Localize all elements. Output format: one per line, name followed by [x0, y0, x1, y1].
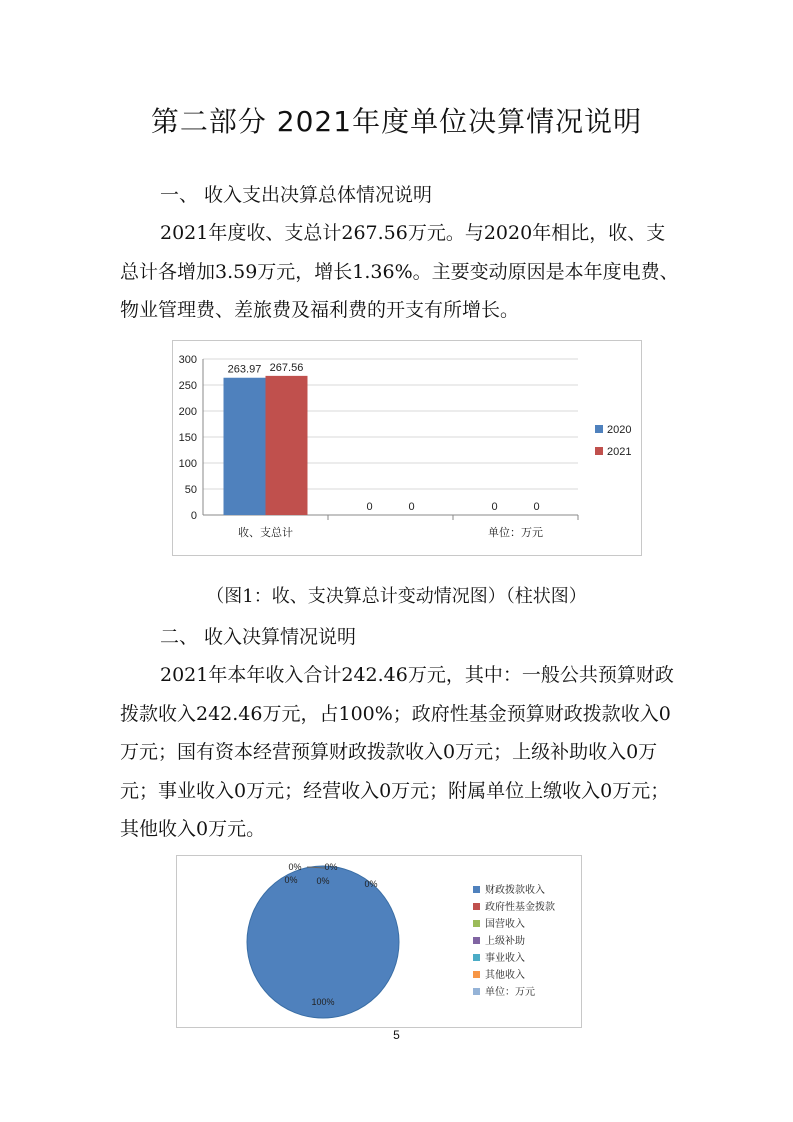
bar-y-tick-label: 200 [178, 406, 197, 418]
pie-slice-label: 0% [288, 862, 302, 872]
bar-legend-swatch-2021 [595, 447, 603, 455]
bar-category-label: 收、支总计 [238, 527, 293, 539]
bar-data-label: 0 [533, 501, 540, 513]
bar-data-label: 263.97 [227, 363, 262, 376]
bar-2021-0 [266, 376, 308, 515]
page-number: 5 [393, 1028, 400, 1042]
pie-slice-label: 0% [364, 879, 378, 889]
pie-slice-label: 0% [316, 876, 330, 886]
section-2-text: 2021年本年收入合计242.46万元，其中：一般公共预算财政拨款收入242.46万元，占100%；政府性基金预算财政拨款收入0万元；国有资本经营预算财政拨款收入0万元；上级补助收入0万元；事业收入0万元；经营收入0万元；附属单位上缴收入0万元；其他收入0万元。 [120, 664, 674, 840]
pie-legend-swatch-5 [473, 971, 480, 978]
bar-y-tick-label: 250 [178, 380, 197, 392]
bar-2020-0 [224, 378, 266, 515]
pie-slice-label: 100% [311, 997, 335, 1007]
pie-legend-label-4: 事业收入 [485, 953, 525, 964]
bar-chart-marks [224, 376, 308, 515]
pie-legend-label-0: 财政拨款收入 [485, 885, 545, 896]
section-1-paragraph [120, 214, 680, 330]
pie-legend-label-5: 其他收入 [485, 970, 525, 981]
bar-y-tick-label: 50 [184, 484, 197, 496]
page-title: 第二部分 2021年度单位决算情况说明 [150, 105, 643, 138]
bar-legend-label-2020: 2020 [607, 424, 632, 436]
bar-category-label: 单位：万元 [488, 527, 543, 539]
bar-chart-svg [173, 341, 641, 555]
section-2-heading: 二、 收入决算情况说明 [160, 626, 357, 648]
pie-legend-swatch-1 [473, 903, 480, 910]
pie-chart [176, 855, 582, 1028]
pie-slice-label: 0% [324, 862, 338, 872]
pie-chart-legend [473, 883, 555, 998]
bar-chart [172, 340, 642, 556]
bar-data-label: 0 [491, 501, 498, 513]
pie-chart-svg [177, 856, 581, 1027]
pie-legend-swatch-6 [473, 988, 480, 995]
chart-1-caption: （图1：收、支决算总计变动情况图）（柱状图） [206, 586, 587, 607]
bar-data-label: 0 [366, 501, 373, 513]
bar-legend-swatch-2020 [595, 425, 603, 433]
bar-y-tick-label: 300 [178, 354, 197, 366]
section-2-paragraph [120, 656, 680, 849]
bar-data-label: 0 [408, 501, 415, 513]
pie-legend-label-1: 政府性基金拨款 [485, 902, 555, 913]
section-1-text: 2021年度收、支总计267.56万元。与2020年相比，收、支总计各增加3.59万元，增长1.36%。主要变动原因是本年度电费、物业管理费、差旅费及福利费的开支有所增长。 [120, 222, 679, 321]
pie-legend-label-3: 上级补助 [485, 936, 525, 947]
bar-legend-label-2021: 2021 [607, 446, 632, 458]
bar-y-tick-label: 0 [190, 510, 197, 522]
bar-y-tick-label: 150 [178, 432, 197, 444]
pie-legend-label-6: 单位：万元 [485, 987, 535, 998]
pie-legend-swatch-0 [473, 886, 480, 893]
pie-legend-swatch-3 [473, 937, 480, 944]
pie-slice-label: 0% [284, 875, 298, 885]
pie-legend-label-2: 国营收入 [485, 919, 525, 930]
bar-data-label: 267.56 [269, 361, 304, 374]
bar-chart-legend [595, 424, 631, 458]
bar-y-tick-label: 100 [178, 458, 197, 470]
section-1-heading: 一、 收入支出决算总体情况说明 [160, 184, 433, 206]
pie-legend-swatch-2 [473, 920, 480, 927]
pie-legend-swatch-4 [473, 954, 480, 961]
